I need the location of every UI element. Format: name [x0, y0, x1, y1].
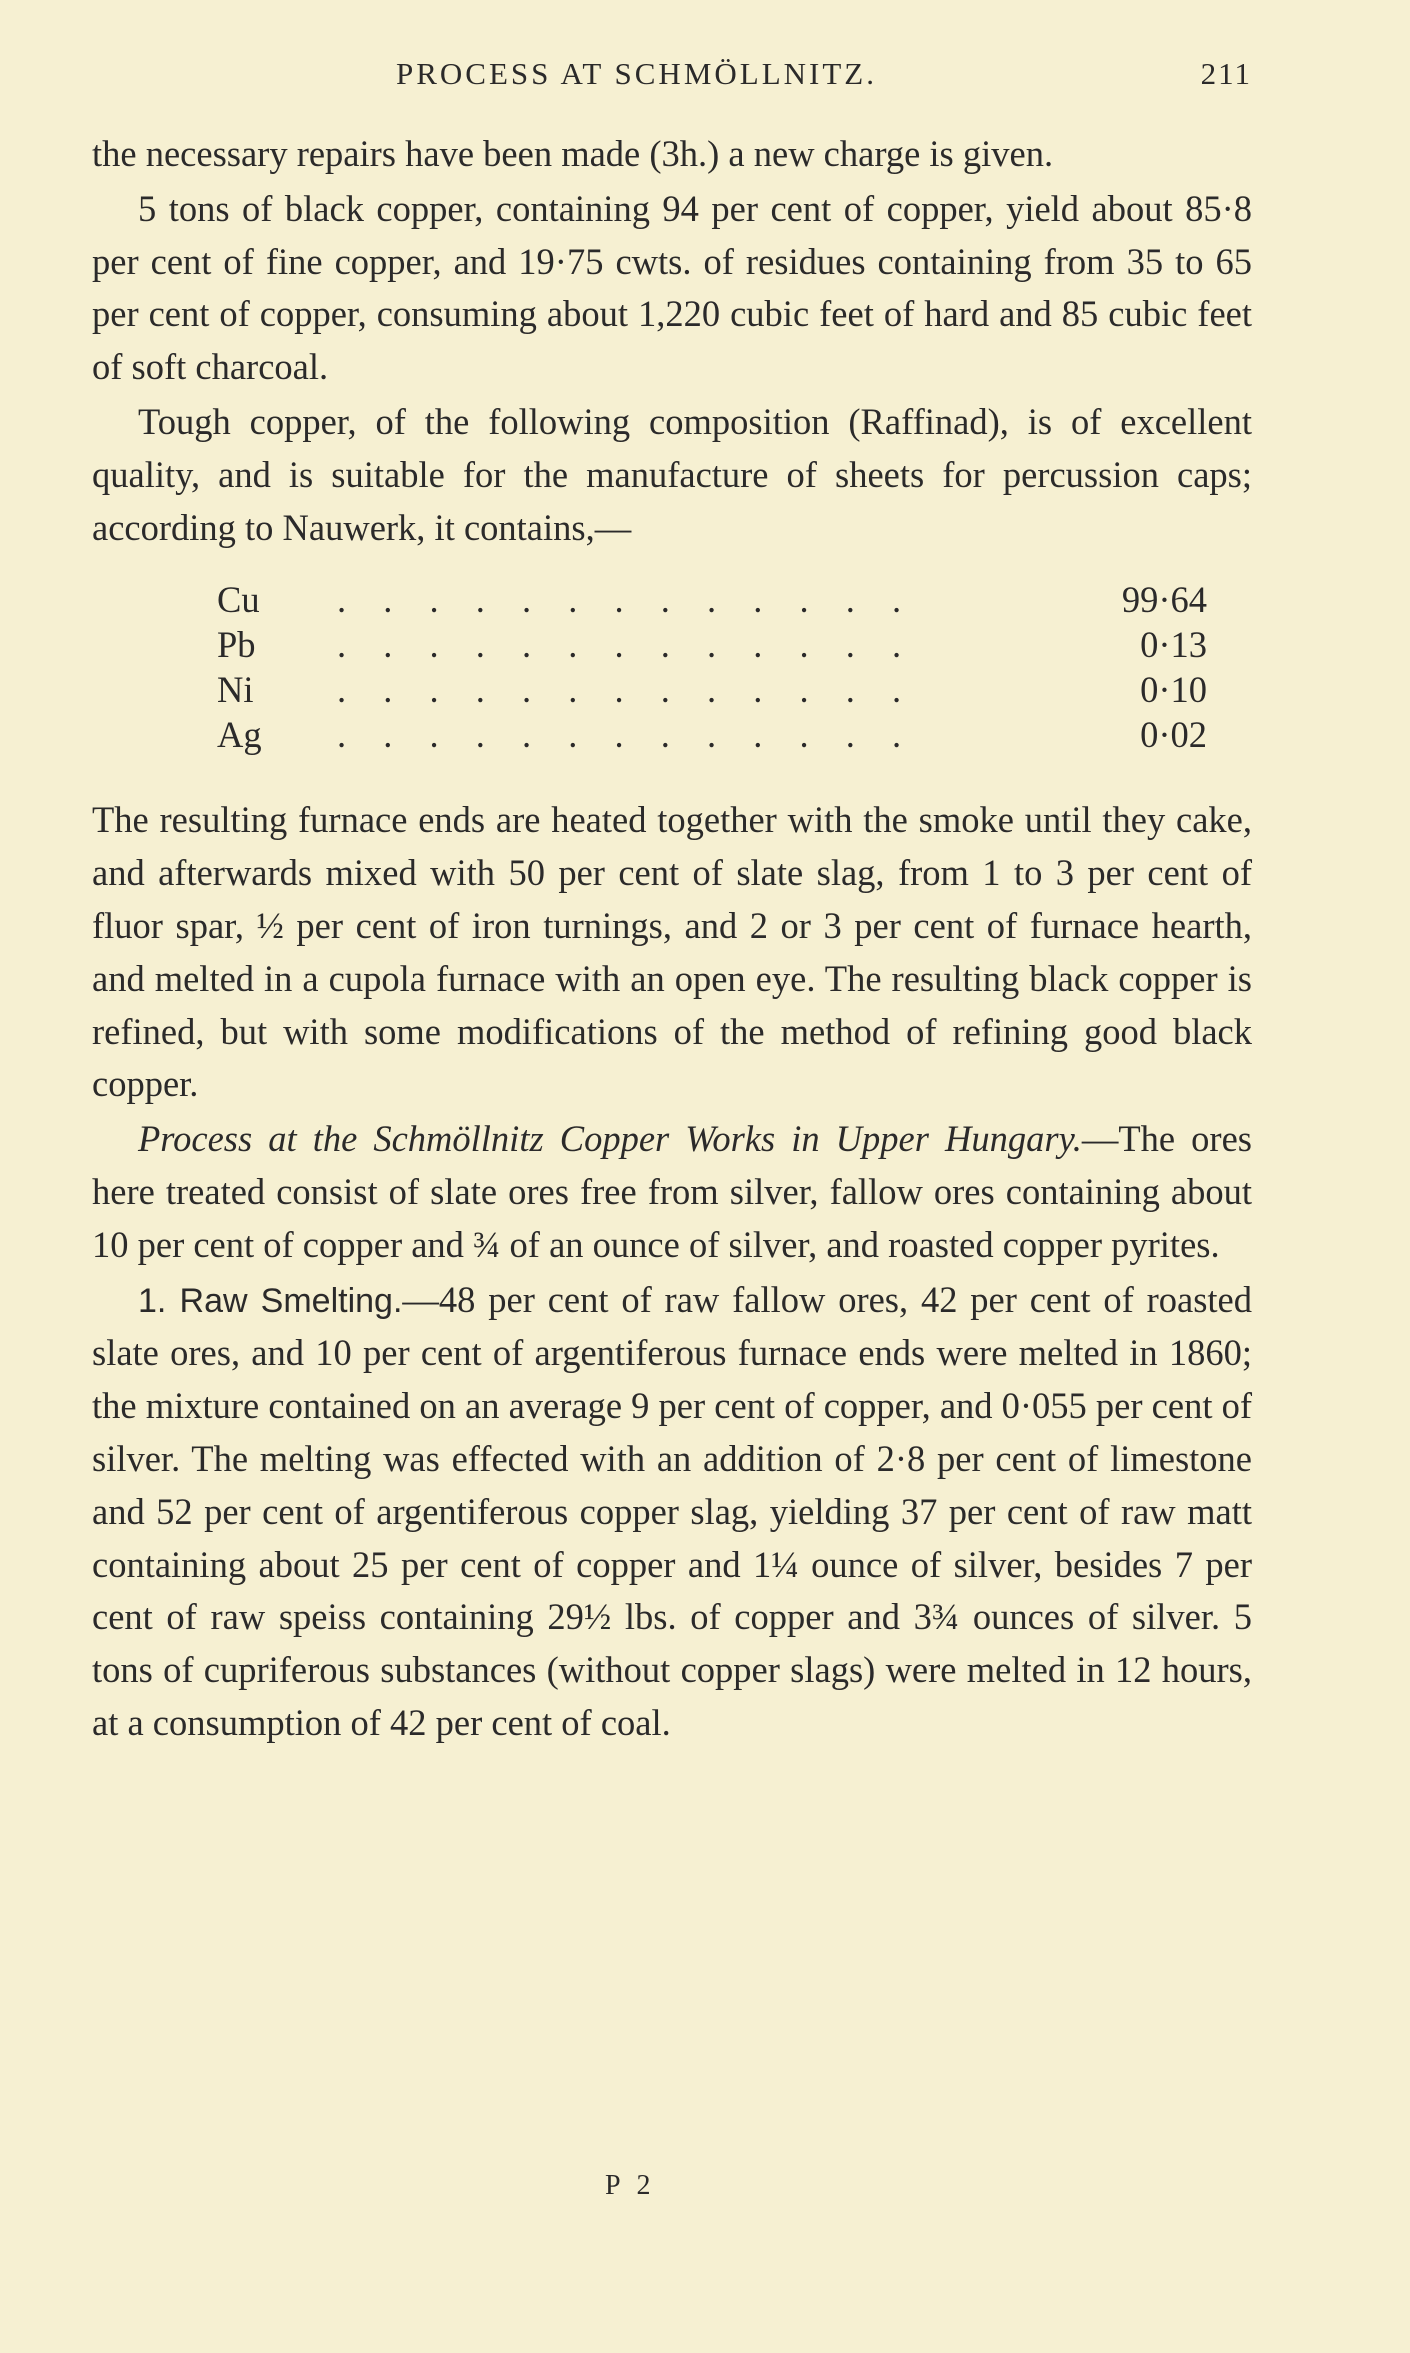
leader-dots: . . . . . . . . . . . . . — [337, 624, 916, 666]
body-text — [92, 128, 1252, 1752]
section-title-italic: Process at the Schmöllnitz Copper Works in Upper Hungary. — [138, 1118, 1082, 1160]
section-text: —The ores here treated consist of slate ores free from silver, fallow ores containing about 10 per cent of copper and ¾ of an ounce of silver, and roasted copper pyrites. — [92, 1118, 1252, 1265]
composition-row — [217, 574, 1207, 619]
composition-row — [217, 619, 1207, 664]
element-value: 99·64 — [1121, 579, 1207, 621]
element-value: 0·10 — [1140, 669, 1207, 711]
element-value: 0·02 — [1140, 714, 1207, 756]
element-symbol: Pb — [217, 624, 256, 666]
page-number: 211 — [1200, 56, 1252, 91]
element-symbol: Cu — [217, 579, 260, 621]
element-symbol: Ni — [217, 669, 254, 711]
paragraph-schmollnitz-process — [92, 1113, 1252, 1271]
leader-dots: . . . . . . . . . . . . . — [337, 714, 916, 756]
leader-dots: . . . . . . . . . . . . . — [337, 579, 916, 621]
element-symbol: Ag — [217, 714, 262, 756]
composition-row — [217, 664, 1207, 709]
running-title: PROCESS AT SCHMÖLLNITZ. — [396, 56, 877, 91]
running-header — [92, 56, 1252, 112]
leader-dots: . . . . . . . . . . . . . — [337, 669, 916, 711]
composition-row — [217, 709, 1207, 754]
paragraph-continuation: the necessary repairs have been made (3h.) a new charge is given. — [92, 133, 1054, 174]
paragraph-raw-smelting — [92, 1274, 1252, 1750]
paragraph-tough-copper: Tough copper, of the following composition (Raffinad), is of excellent quality, and is suitable for the manufacture of sheets for percussion caps; according to Nauwerk, it contains,— — [92, 400, 1252, 548]
subsection-heading: 1. Raw Smelting. — [138, 1281, 403, 1320]
paragraph-black-copper: 5 tons of black copper, containing 94 per cent of copper, yield about 85·8 per cent of fine copper, and 19·75 cwts. of residues containing from 35 to 65 per cent of copper, consuming about 1,220 cubic feet of hard and 85 cubic feet of soft charcoal. — [92, 187, 1252, 388]
subsection-text: —48 per cent of raw fallow ores, 42 per cent of roasted slate ores, and 10 per cent of argentiferous furnace ends were melted in 1860; the mixture contained on an average 9 per cent of copper, and 0·055 per cent of silver. The melting was effected with an addition of 2·8 per cent of limestone and 52 per cent of argentiferous copper slag, yielding 37 per cent of raw matt containing about 25 per cent of copper and 1¼ ounce of silver, besides 7 per cent of raw speiss containing 29½ lbs. of copper and 3¾ ounces of silver. 5 tons of cupriferous substances (without copper slags) were melted in 12 hours, at a consumption of 42 per cent of coal. — [92, 1278, 1252, 1743]
element-value: 0·13 — [1140, 624, 1207, 666]
composition-table — [217, 574, 1207, 754]
signature-mark: P 2 — [605, 2170, 656, 2201]
paragraph-furnace-ends: The resulting furnace ends are heated together with the smoke until they cake, and afterwards mixed with 50 per cent of slate slag, from 1 to 3 per cent of fluor spar, ½ per cent of iron turnings, and 2 or 3 per cent of furnace hearth, and melted in a cupola furnace with an open eye. The resulting black copper is refined, but with some modifications of the method of refining good black copper. — [92, 799, 1252, 1105]
